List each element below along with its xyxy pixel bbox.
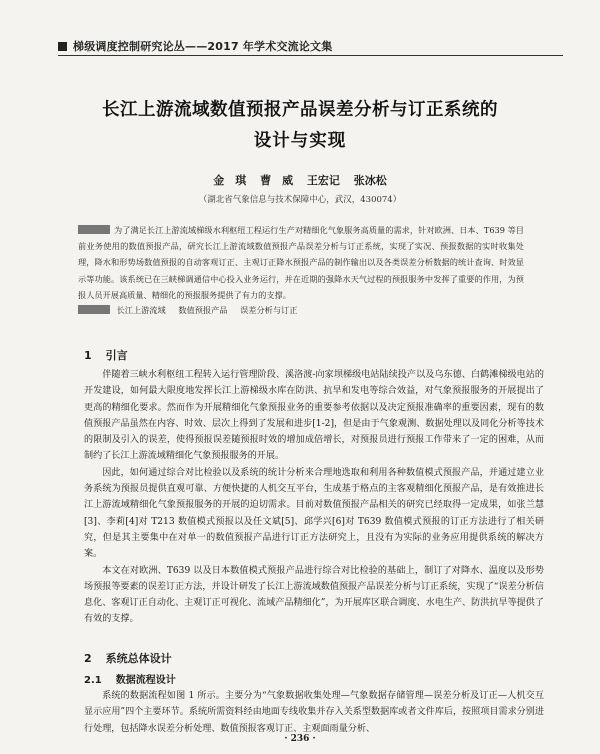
author-name: 王宏记 xyxy=(306,174,340,187)
abstract-label-block xyxy=(78,225,110,234)
running-head xyxy=(58,38,558,54)
abstract-text: 为了满足长江上游流域梯级水利枢纽工程运行生产对精细化气象服务高质量的需求，针对欧洲、日本、T639 等目前业务使用的数值预报产品，研究长江上游流域数值预报产品误差分析与订正系统，实现了实况、预报数据的实时收集处理，降水和形势场数值预报的自动客观订正、主观订正降水预报产品的制作输出以及各类误差分析数据的统计查询、时效显示等功能。该系统已在三峡梯调通信中心投入业务运行，并在近期的强降水天气过程的预报服务中发挥了重要的作用，为预报人员开展高质量、精细化的预报服务提供了有力的支撑。 xyxy=(78,225,524,300)
author-name: 金 琪 xyxy=(213,174,247,187)
keywords xyxy=(78,305,524,316)
page-number: · 236 · xyxy=(284,734,316,744)
affiliation: （湖北省气象信息与技术保障中心，武汉，430074） xyxy=(198,195,402,205)
square-bullet-icon xyxy=(58,42,67,51)
paragraph: 因此，如何通过综合对比检验以及系统的统计分析来合理地选取和利用各种数值模式预报产品，并通过建立业务系统为预报员提供直观可靠、方便快捷的人机交互平台，生成基于格点的主客观精细化预报产品，是有效推进长江上游流域精细化气象预报服务的开展的迫切需求。目前对数值预报产品相关的研究已经取得一定成果，如张兰慧[3]、李莉[4]对 T213 数值模式预报以及任文斌[5]、邱学兴[6]对 T639 数值模式预报的订正方法进行了相关研究，但是其主要集中在对单一的数值预报产品进行订正方法研究上，且没有为实际的业务应用提供系统的解决方案。 xyxy=(84,467,544,560)
section-title: 系统总体设计 xyxy=(105,652,172,665)
paragraph: 系统的数据流程如图 1 所示。主要分为“气象数据收集处理—气象数据存储管理—误差分析及订正—人机交互显示应用”四个主要环节。系统所需资料经由地面专线收集并存入关系型数据库或者文件库后，按照项目需求分别进行处理，包括降水误差分析处理、数值预报客观订正、主观面雨量分析、 xyxy=(84,691,544,734)
subsection-heading-2-1 xyxy=(84,671,176,686)
section-title: 引言 xyxy=(105,349,128,362)
author-name: 张冰松 xyxy=(353,174,387,187)
section-number: 2 xyxy=(84,652,92,665)
abstract xyxy=(78,222,524,303)
keyword: 长江上游流域 xyxy=(116,305,166,315)
paper-title-line-1: 长江上游流域数值预报产品误差分析与订正系统的 xyxy=(102,100,498,120)
author-list xyxy=(0,172,600,188)
keyword: 数值预报产品 xyxy=(178,305,228,315)
subsection-title: 数据流程设计 xyxy=(115,675,176,686)
paper-title-line-2: 设计与实现 xyxy=(253,131,347,151)
subsection-number: 2.1 xyxy=(84,675,102,686)
paragraph: 本文在对欧洲、T639 以及日本数值模式预报产品进行综合对比检验的基础上，制订了对降水、温度以及形势场预报等要素的误差订正方法，并设计研发了长江上游流域数值预报产品误差分析与订正系统，实现了“误差分析信息化、客观订正自动化、主观订正可视化、流域产品精细化”，为开展库区联合调度、水电生产、防洪抗旱等提供了有效的支撑。 xyxy=(84,565,544,625)
section-heading-2 xyxy=(84,650,172,666)
keyword: 误差分析与订正 xyxy=(240,305,298,315)
running-head-text: 梯级调度控制研究论丛——2017 年学术交流论文集 xyxy=(73,40,333,53)
section-number: 1 xyxy=(84,349,92,362)
header-rule xyxy=(58,55,563,56)
paragraph: 伴随着三峡水利枢纽工程转入运行管理阶段、溪洛渡-向家坝梯级电站陆续投产以及乌东德、白鹤滩梯级电站的开发建设，如何最大限度地发挥长江上游梯级水库在防洪、抗旱和发电等综合效益，对气象预报服务的开展提出了更高的精细化要求。然而作为开展精细化气象预报业务的重要参考依据以及决定预报准确率的重要因素，现有的数值预报产品虽然在内容、时效、层次上得到了发展和进步[1-2]，但是由于气象观测、数据处理以及同化分析等技术的限制及引入的误差，使得预报误差随预报时效的增加成倍增长，对预报员进行预报工作带来了一定的困难，从而制约了长江上游流域精细化气象预报服务的开展。 xyxy=(84,370,544,462)
keywords-label-block xyxy=(78,305,110,314)
data-flow-body xyxy=(84,688,544,737)
author-name: 曹 威 xyxy=(260,174,294,187)
intro-body xyxy=(84,367,544,628)
section-heading-1 xyxy=(84,347,128,363)
